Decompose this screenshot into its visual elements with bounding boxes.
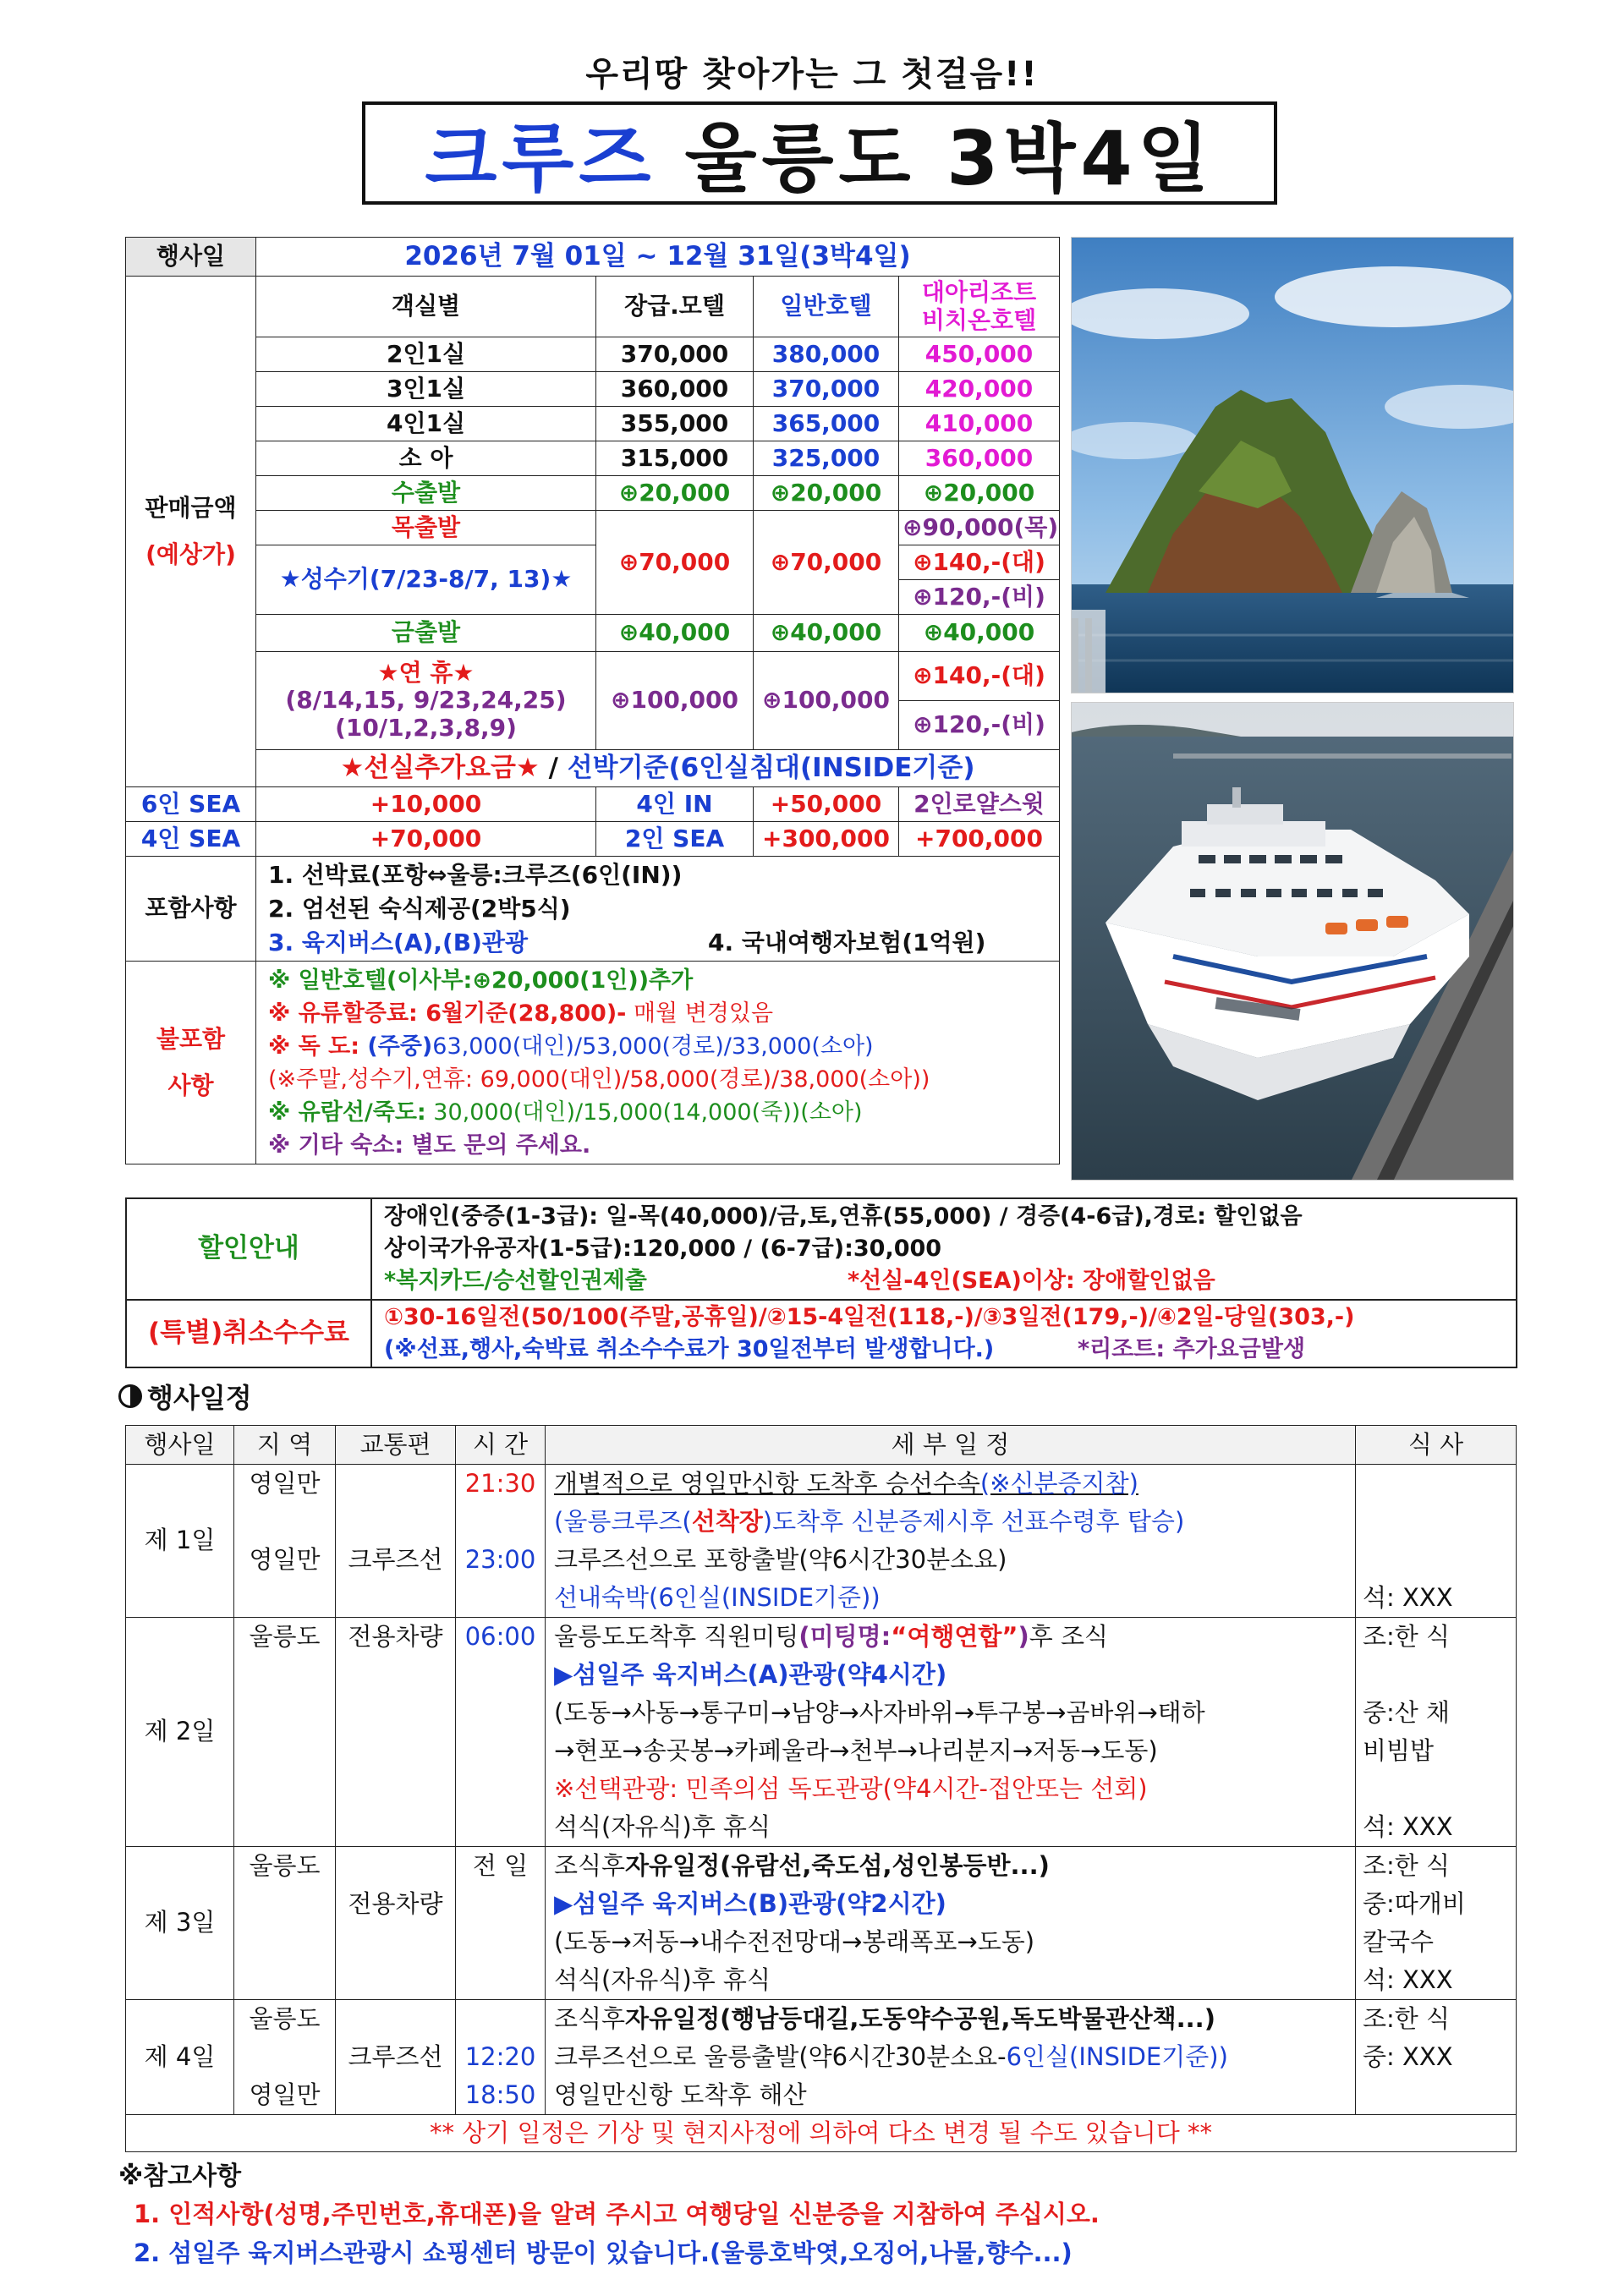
discount-row <box>126 1198 1517 1300</box>
detail-col <box>546 1847 1356 2000</box>
region-line: 울릉도 <box>249 2003 321 2033</box>
time-line: 21:30 <box>464 1468 536 1498</box>
schedule-table <box>125 1425 1517 2152</box>
fri-resort: ⊕40,000 <box>899 615 1060 652</box>
cabin-price: +300,000 <box>754 822 899 857</box>
dokdo-island-photo <box>1071 237 1514 693</box>
holiday-resort-1: ⊕140,-(대) <box>899 652 1060 701</box>
transport-line: 크루즈선 <box>348 2041 443 2071</box>
cabin-label: 4인 IN <box>596 787 754 822</box>
included-label: 포함사항 <box>126 857 256 962</box>
detail-tour-a: ▶섬일주 육지버스(A)관광(약4시간) <box>554 1659 947 1689</box>
schedule-title-text: 행사일정 <box>147 1382 252 1414</box>
header-time: 시 간 <box>456 1426 546 1465</box>
cabin-row <box>126 787 1060 822</box>
price-motel: 315,000 <box>596 441 754 476</box>
excluded-item: ※ 기타 숙소: 별도 문의 주세요. <box>268 1132 591 1159</box>
excluded-item: ※ 독 도: <box>268 1033 360 1060</box>
detail-text: 울릉도도착후 직원미팅 <box>554 1621 799 1651</box>
schedule-day-4 <box>126 2000 1517 2115</box>
wed-motel: ⊕20,000 <box>596 476 754 511</box>
time-line <box>456 1579 545 1617</box>
thu-resort: ⊕90,000(목) <box>899 511 1060 545</box>
price-row <box>126 372 1060 407</box>
detail-text: 조식후 <box>554 1850 626 1880</box>
detail-col <box>546 2000 1356 2115</box>
region-line: 울릉도 <box>249 1850 321 1880</box>
cancel-line: (※선표,행사,숙박료 취소수수료가 30일전부터 발생합니다.) <box>384 1336 995 1362</box>
holiday-hotel: ⊕100,000 <box>754 652 899 750</box>
peak-label: ★성수기(7/23-8/7, 13)★ <box>256 545 596 615</box>
price-row <box>126 337 1060 372</box>
header-region: 지 역 <box>234 1426 336 1465</box>
excluded-label <box>126 962 256 1164</box>
transport-line <box>336 1503 455 1541</box>
day-label: 제 4일 <box>126 2000 234 2115</box>
meal-line: 칼국수 <box>1363 1926 1435 1956</box>
room-col-header: 객실별 <box>256 277 596 337</box>
transport-line <box>336 1465 455 1503</box>
meal-line <box>1356 1503 1516 1541</box>
excluded-item-note: 매월 변경있음 <box>626 1000 774 1027</box>
cabin-title-a: ★선실추가요금★ <box>340 752 540 783</box>
cruise-ship-illustration <box>1072 703 1514 1181</box>
transport-col <box>336 1847 456 2000</box>
fri-label: 금출발 <box>256 615 596 652</box>
schedule-footer: ** 상기 일정은 기상 및 현지사정에 의하여 다소 변경 될 수도 있습니다 ** <box>126 2115 1517 2152</box>
dokdo-island-illustration <box>1072 238 1514 693</box>
schedule-day-2 <box>126 1618 1517 1847</box>
detail-text: 선내숙박(6인실(INSIDE기준)) <box>554 1582 881 1612</box>
detail-note: (※신분증지참) <box>979 1468 1138 1498</box>
time-line <box>456 1503 545 1541</box>
fri-motel: ⊕40,000 <box>596 615 754 652</box>
discount-note: *복지카드/승선할인권제출 <box>384 1268 647 1294</box>
detail-emphasis: (미팅명: <box>798 1621 892 1651</box>
detail-text: (도동→사동→통구미→남양→사자바위→투구봉→곰바위→태하 <box>554 1697 1205 1727</box>
cancel-content <box>371 1300 1517 1367</box>
cruise-ship-photo <box>1071 702 1514 1181</box>
price-hotel: 365,000 <box>754 407 899 441</box>
page-subtitle: 우리땅 찾아가는 그 첫걸음!! <box>585 55 1039 94</box>
cabin-label: 2인로얄스윗 <box>899 787 1060 822</box>
peak-motel: ⊕70,000 <box>596 511 754 615</box>
schedule-header-row <box>126 1426 1517 1465</box>
included-item: 4. 국내여행자보험(1억원) <box>708 928 986 956</box>
meal-line: 석: XXX <box>1363 1964 1453 1994</box>
region-line <box>234 1503 335 1541</box>
detail-text: →현포→송곳봉→카페울라→천부→나리분지→저동→도동) <box>554 1735 1158 1765</box>
day-label: 제 1일 <box>126 1465 234 1618</box>
excluded-item: ※ 유람선/죽도: <box>268 1099 426 1126</box>
detail-tour-b: ▶섬일주 육지버스(B)관광(약2시간) <box>554 1888 946 1918</box>
cancel-line: ①30-16일전(50/100(주말,공휴일)/②15-4일전(118,-)/③3일전(179,-)/④2일-당일(303,-) <box>384 1304 1355 1330</box>
header-day: 행사일 <box>126 1426 234 1465</box>
meal-line: 중: XXX <box>1363 2041 1453 2071</box>
time-line: 전 일 <box>472 1850 529 1880</box>
meal-line: 비빔밥 <box>1363 1735 1435 1765</box>
resort-col-header <box>899 277 1060 337</box>
detail-text: 석식(자유식)후 휴식 <box>554 1811 771 1841</box>
region-col <box>234 1618 336 1847</box>
meal-line: 중:따개비 <box>1363 1888 1466 1918</box>
excluded-item: ※ 일반호텔(이사부:⊕20,000(1인))추가 <box>268 967 694 994</box>
price-motel: 370,000 <box>596 337 754 372</box>
fri-surcharge-row <box>126 615 1060 652</box>
detail-emphasis: “여행연합” <box>891 1621 1018 1651</box>
detail-emphasis: 자유일정(행남등대길,도동약수공원,독도박물관산책...) <box>625 2003 1215 2033</box>
detail-text: (도동→저동→내수전전망대→봉래폭포→도동) <box>554 1926 1035 1956</box>
time-col <box>456 1847 546 2000</box>
room-type: 2인1실 <box>256 337 596 372</box>
price-row <box>126 407 1060 441</box>
price-resort: 410,000 <box>899 407 1060 441</box>
price-section-title: 판매금액 <box>145 494 237 523</box>
thu-surcharge-row <box>126 511 1060 545</box>
time-line: 23:00 <box>464 1544 536 1574</box>
holiday-surcharge-row <box>126 652 1060 701</box>
included-item: 1. 선박료(포항⇔울릉:크루즈(6인(IN)) <box>268 860 683 889</box>
transport-col <box>336 1465 456 1618</box>
day-label: 제 2일 <box>126 1618 234 1847</box>
detail-text: 크루즈선으로 포항출발(약6시간30분소요) <box>554 1544 1007 1574</box>
excluded-item-note: (주중) <box>359 1033 433 1060</box>
price-hotel: 325,000 <box>754 441 899 476</box>
detail-text: 크루즈선으로 울릉출발(약6시간30분소요- <box>554 2041 1007 2071</box>
meal-line: 석: XXX <box>1363 1582 1453 1612</box>
peak-surcharge-row <box>126 545 1060 580</box>
cabin-price: +70,000 <box>256 822 596 857</box>
excluded-content <box>256 962 1060 1164</box>
meal-col <box>1356 2000 1517 2115</box>
room-type: 3인1실 <box>256 372 596 407</box>
detail-text: 후 조식 <box>1029 1621 1108 1651</box>
excluded-row <box>126 962 1060 1164</box>
transport-line: 전용차량 <box>348 1888 443 1918</box>
excluded-label-2: 사항 <box>167 1071 214 1099</box>
holiday-resort-2: ⊕120,-(비) <box>899 701 1060 750</box>
schedule-day-3 <box>126 1847 1517 2000</box>
detail-text: (울릉크루즈( <box>554 1506 692 1536</box>
detail-text: )도착후 신분증제시후 선표수령후 탑승) <box>762 1506 1185 1536</box>
price-resort: 360,000 <box>899 441 1060 476</box>
excluded-item: (※주말,성수기,연휴: 69,000(대인)/58,000(경로)/38,000(소아)) <box>268 1066 930 1093</box>
header-transport: 교통편 <box>336 1426 456 1465</box>
meal-line: 중:산 채 <box>1363 1697 1451 1727</box>
resort-col-name-1: 대아리조트 <box>921 278 1037 307</box>
notes-title: ※참고사항 <box>118 2162 242 2191</box>
meal-line: 석: XXX <box>1363 1811 1453 1841</box>
cabin-title <box>256 750 1060 787</box>
included-item: 3. 육지버스(A),(B)관광 <box>268 928 528 956</box>
cancel-note: *리조트: 추가요금발생 <box>1078 1336 1306 1362</box>
wed-resort: ⊕20,000 <box>899 476 1060 511</box>
schedule-title <box>118 1377 252 1416</box>
cabin-title-row <box>126 750 1060 787</box>
discount-line: 상이국가유공자(1-5급):120,000 / (6-7급):30,000 <box>384 1236 942 1262</box>
transport-col <box>336 2000 456 2115</box>
peak-resort-2: ⊕120,-(비) <box>899 580 1060 615</box>
detail-text: 조식후 <box>554 2003 626 2033</box>
detail-option: ※선택관광: 민족의섬 독도관광(약4시간-접안또는 선회) <box>554 1773 1148 1803</box>
page-title <box>362 101 1277 205</box>
room-type: 4인1실 <box>256 407 596 441</box>
region-col <box>234 1465 336 1618</box>
cabin-label: 6인 SEA <box>126 787 256 822</box>
detail-text: 석식(자유식)후 휴식 <box>554 1964 771 1994</box>
region-line: 영일만 <box>249 1544 321 1574</box>
cabin-label: 4인 SEA <box>126 822 256 857</box>
price-hotel: 370,000 <box>754 372 899 407</box>
transport-line: 크루즈선 <box>348 1544 443 1574</box>
holiday-label-cell <box>256 652 596 750</box>
wed-hotel: ⊕20,000 <box>754 476 899 511</box>
header-meal: 식 사 <box>1356 1426 1517 1465</box>
region-line: 영일만 <box>249 1468 321 1498</box>
cabin-price: +50,000 <box>754 787 899 822</box>
meal-line: 조:한 식 <box>1363 1850 1451 1880</box>
price-motel: 355,000 <box>596 407 754 441</box>
cabin-price: +700,000 <box>899 822 1060 857</box>
price-section-label <box>126 277 256 787</box>
meal-line: 조:한 식 <box>1363 1621 1451 1651</box>
time-col <box>456 2000 546 2115</box>
meal-line: 조:한 식 <box>1363 2003 1451 2033</box>
schedule-footer-row <box>126 2115 1517 2152</box>
cancel-row <box>126 1300 1517 1367</box>
wed-surcharge-row <box>126 476 1060 511</box>
discount-label: 할인안내 <box>126 1198 371 1300</box>
transport-col <box>336 1618 456 1847</box>
room-type: 소 아 <box>256 441 596 476</box>
meal-line <box>1356 1656 1516 1694</box>
meal-line <box>1356 1465 1516 1503</box>
note-2: 2. 섬일주 육지버스관광시 쇼핑센터 방문이 있습니다.(울릉호박엿,오징어,나물,향수...) <box>134 2238 1073 2267</box>
meal-line <box>1356 1541 1516 1579</box>
region-col <box>234 1847 336 2000</box>
hotel-col-header: 일반호텔 <box>754 277 899 337</box>
region-line: 울릉도 <box>249 1621 321 1651</box>
excluded-label-1: 불포함 <box>156 1025 226 1054</box>
wed-label: 수출발 <box>256 476 596 511</box>
transport-line: 전용차량 <box>348 1621 443 1651</box>
excluded-item-note: 30,000(대인)/15,000(14,000(죽))(소아) <box>425 1099 863 1126</box>
discount-table <box>125 1197 1517 1368</box>
holiday-dates-1: (8/14,15, 9/23,24,25) <box>285 686 567 715</box>
resort-col-name-2: 비치온호텔 <box>921 305 1037 334</box>
discount-note: *선실-4인(SEA)이상: 장애할인없음 <box>848 1268 1215 1294</box>
detail-text: 영일만신항 도착후 해산 <box>554 2080 807 2109</box>
excluded-item-note: 63,000(대인)/53,000(경로)/33,000(소아) <box>432 1033 874 1060</box>
detail-note: 6인실(INSIDE기준)) <box>1006 2041 1228 2071</box>
price-section-sub: (예상가) <box>145 540 236 568</box>
day-label: 제 3일 <box>126 1847 234 2000</box>
price-hotel: 380,000 <box>754 337 899 372</box>
time-col <box>456 1618 546 1847</box>
peak-hotel: ⊕70,000 <box>754 511 899 615</box>
meal-line <box>1356 2076 1516 2114</box>
included-row <box>126 857 1060 962</box>
note-1: 1. 인적사항(성명,주민번호,휴대폰)을 알려 주시고 여행당일 신분증을 지참하여 주십시오. <box>134 2200 1100 2228</box>
detail-col <box>546 1465 1356 1618</box>
meal-line <box>1356 1770 1516 1808</box>
peak-resort-1: ⊕140,-(대) <box>899 545 1060 580</box>
cabin-price: +10,000 <box>256 787 596 822</box>
period-label: 행사일 <box>126 238 256 277</box>
time-line: 18:50 <box>464 2080 536 2109</box>
time-line: 12:20 <box>464 2041 536 2071</box>
meal-col <box>1356 1618 1517 1847</box>
region-line: 영일만 <box>249 2080 321 2109</box>
thu-label: 목출발 <box>256 511 596 545</box>
detail-emphasis: 선착장 <box>691 1506 763 1536</box>
cabin-label: 2인 SEA <box>596 822 754 857</box>
detail-text: 개별적으로 영일만신항 도착후 승선수속 <box>554 1468 980 1498</box>
motel-col-header: 장급.모텔 <box>596 277 754 337</box>
title-cruise: 크루즈 <box>425 115 656 202</box>
schedule-day-1 <box>126 1465 1517 1618</box>
excluded-item: ※ 유류할증료: 6월기준(28,800)- <box>268 1000 627 1027</box>
cabin-title-sep: / <box>539 752 568 783</box>
discount-content <box>371 1198 1517 1300</box>
price-motel: 360,000 <box>596 372 754 407</box>
region-line <box>234 1579 335 1617</box>
holiday-dates-2: (10/1,2,3,8,9) <box>335 713 517 742</box>
included-content <box>256 857 1060 962</box>
holiday-label: ★연 휴★ <box>377 659 475 688</box>
cancel-label: (특별)취소수수료 <box>126 1300 371 1367</box>
detail-emphasis: 자유일정(유람선,죽도섬,성인봉등반...) <box>625 1850 1050 1880</box>
period-value: 2026년 7월 01일 ~ 12월 31일(3박4일) <box>256 238 1060 277</box>
transport-line <box>336 1579 455 1617</box>
cabin-title-b: 선박기준(6인실침대(INSIDE기준) <box>567 752 975 783</box>
cabin-row <box>126 822 1060 857</box>
price-resort: 420,000 <box>899 372 1060 407</box>
meal-col <box>1356 1847 1517 2000</box>
discount-line: 장애인(중증(1-3급): 일-목(40,000)/금,토,연휴(55,000) / 경증(4-6급),경로: 할인없음 <box>384 1203 1303 1230</box>
half-circle-icon <box>118 1384 142 1408</box>
fri-hotel: ⊕40,000 <box>754 615 899 652</box>
price-table <box>125 237 1060 1164</box>
detail-emphasis: ) <box>1018 1621 1029 1651</box>
region-col <box>234 2000 336 2115</box>
detail-col <box>546 1618 1356 1847</box>
title-main: 울릉도 3박4일 <box>684 115 1215 202</box>
meal-col <box>1356 1465 1517 1618</box>
time-col <box>456 1465 546 1618</box>
holiday-motel: ⊕100,000 <box>596 652 754 750</box>
price-resort: 450,000 <box>899 337 1060 372</box>
time-line: 06:00 <box>464 1621 536 1651</box>
price-row <box>126 441 1060 476</box>
included-item: 2. 엄선된 숙식제공(2박5식) <box>268 894 571 923</box>
header-detail: 세 부 일 정 <box>546 1426 1356 1465</box>
